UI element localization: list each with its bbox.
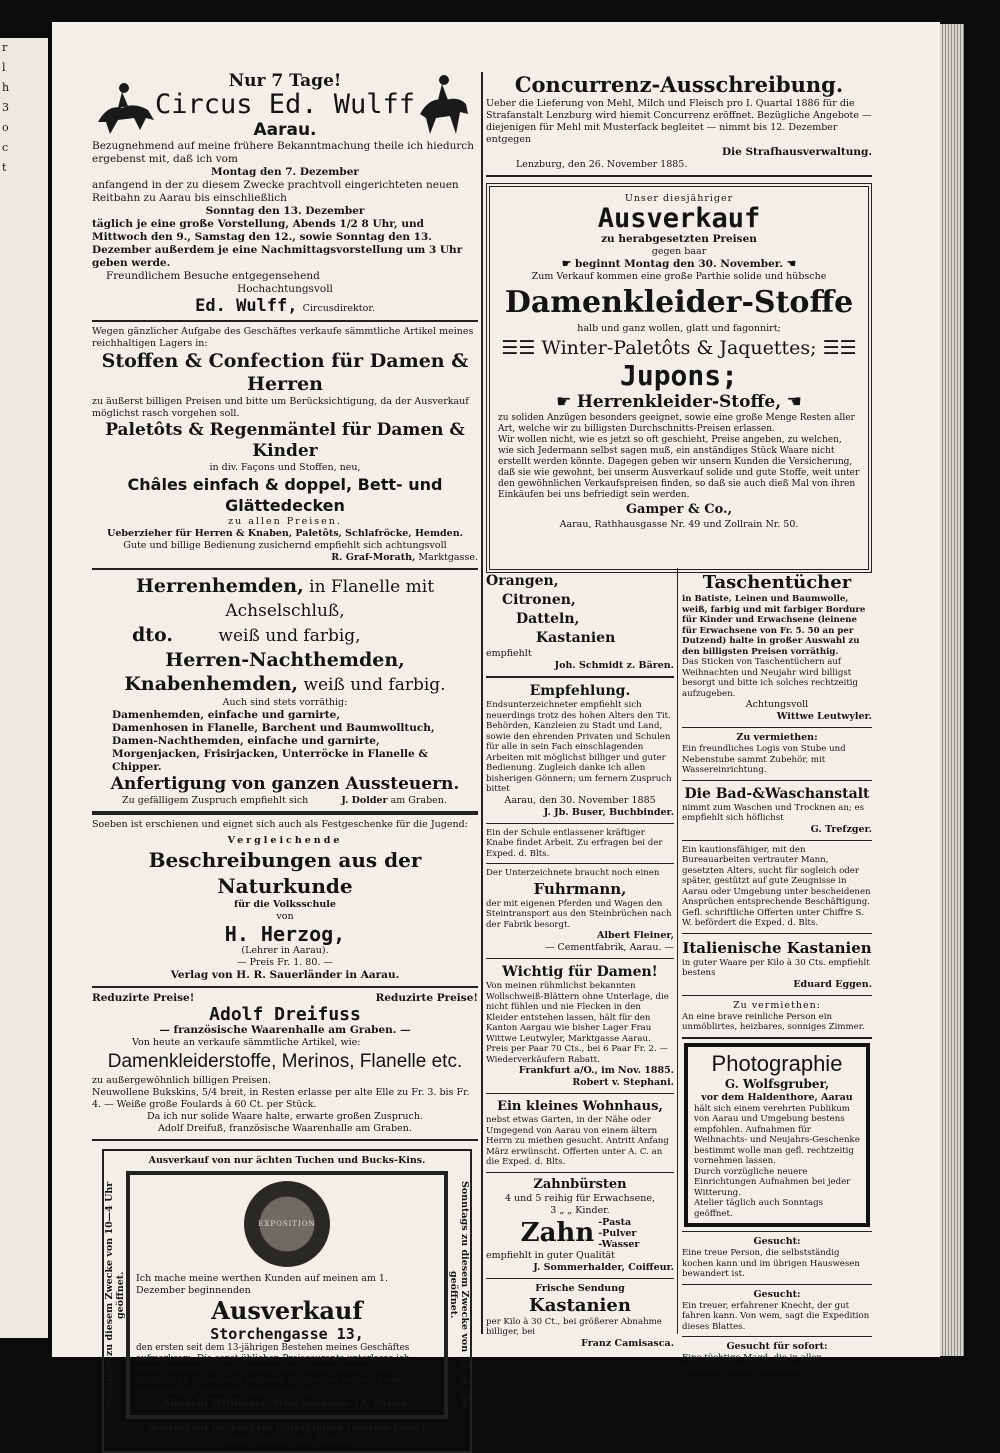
circus-city: Aarau. — [253, 120, 317, 140]
ad-text: nimmt zum Waschen und Trocknen an; es empfiehlt sich höflichst — [682, 802, 865, 823]
ad-text: Achtungsvoll — [745, 699, 809, 710]
gesucht-magd-ad — [682, 1341, 872, 1374]
horse-rider-icon — [94, 74, 160, 140]
trefzger-ad — [682, 785, 872, 836]
graf-morath-ad — [92, 326, 478, 564]
concurrenz-ad — [486, 72, 872, 171]
column-middle-top — [486, 72, 872, 573]
ad-text: Ausverkauf von nur ächten Tuchen und Bucks-Kins. — [148, 1155, 426, 1166]
strip-letter: 3 — [2, 101, 9, 114]
ad-text: Morgenjacken, Frisirjacken, Unterröcke in Flanelle & Chipper. — [112, 748, 428, 773]
ad-text: Der Unterzeichnete braucht noch einen — [486, 868, 660, 878]
signature-name: Albrecht Wittlinger, Storchengasse 13, Zürich. — [162, 1398, 412, 1409]
wittlinger-ad — [102, 1149, 472, 1453]
ad-text: Ein treuer, erfahrener Knecht, der gut fahren kann. Von wem, sagt die Expedition dieses Blattes. — [682, 1300, 870, 1332]
ad-text: Von meinen rühmlichst bekannten Wollschweiß-Blättern ohne Unterlage, die nicht fühlen und nie Flecken in den Kleider entstehen lassen, hält für den Kanton Aargau wie bisher Lager Frau Wittwe Leutwyler, Marktgasse Aarau. Preis per Paar 70 Cts., bei 6 Paar Fr. 2. — Wiederverkäufern Rabatt. — [486, 981, 669, 1065]
signature-name: G. Trefzger. — [810, 823, 872, 835]
column-middle-left — [486, 572, 674, 1350]
ad-heading: Die Bad-&Waschanstalt — [684, 785, 870, 802]
ad-text: Ausverkauf hochächter Unterkleider (System Jäger) — [148, 1423, 426, 1434]
triple-rule: ☰☰ — [501, 337, 536, 359]
camisasca-ad — [486, 1283, 674, 1350]
ad-text: Atelier täglich auch Sonntags geöffnet. — [694, 1198, 824, 1219]
medal-icon — [244, 1181, 330, 1267]
ad-date: Aarau, den 30. November 1885 — [504, 794, 656, 806]
divider — [486, 1278, 674, 1279]
ad-heading: Jupons; — [619, 359, 738, 392]
strip-letter: l — [2, 61, 6, 74]
ad-text: halb und ganz wollen, glatt und fagonnirt; — [577, 323, 781, 334]
column-rule — [677, 568, 678, 1334]
ad-text: nebst etwas Garten, in der Nähe oder Umgegend von Aarau von einem ältern Herrn zu miethen gesucht. Antritt Anfang März erwünscht. Offerten unter A. C. an die Exped. d. Blts. — [486, 1115, 669, 1167]
adjacent-page-strip — [0, 38, 48, 1338]
divider — [682, 1037, 872, 1039]
ad-heading: Châles einfach & doppel, Bett- und Glättedecken — [127, 475, 443, 515]
circus-headline: Nur 7 Tage! — [228, 71, 342, 91]
ad-heading: Orangen, — [486, 573, 559, 589]
pointing-hand-icon: ☚ — [786, 392, 802, 412]
divider — [92, 986, 478, 988]
column-right — [682, 572, 872, 1374]
ad-text: Wegen gänzlicher Aufgabe des Geschäftes verkaufe sämmtliche Artikel meines reichhaltigen Lagers in: — [92, 326, 474, 349]
circus-signature — [92, 296, 478, 316]
ad-heading: Ausverkauf — [211, 1296, 363, 1325]
circus-text: anfangend in der zu diesem Zwecke prachtvoll eingerichteten neuen Reitbahn zu Aarau bis einschließlich — [92, 179, 459, 204]
divider — [682, 780, 872, 781]
column-rule — [481, 72, 483, 1334]
signature-name: Robert v. Stephani. — [572, 1077, 674, 1088]
ad-text: Ueberzieher für Herren & Knaben, Paletôts, Schlafröcke, Hemden. — [107, 528, 463, 539]
ad-text: Durch vorzügliche neuere Einrichtungen Aufnahmen bei jeder Witterung. — [694, 1166, 851, 1198]
signature-name: R. Graf-Morath, — [331, 552, 416, 563]
ad-text: Damen-Nachthemden, einfache und garnirte, — [112, 735, 380, 747]
strip-letter: o — [2, 121, 9, 134]
side-text: Sonntags zu diesem Zwecke von 10—4 Uhr geöffnet. — [104, 1181, 126, 1409]
author-name: H. Herzog, — [224, 922, 346, 946]
signature-name: Franz Camisasca. — [581, 1337, 674, 1349]
ad-heading: Zahnbürsten — [533, 1176, 627, 1192]
divider — [682, 1231, 872, 1232]
ad-heading: Empfehlung. — [529, 683, 631, 699]
wohnhaus-ad — [486, 1098, 674, 1168]
ad-text: Eine tüchtige Magd, die in allen Hausgeschäften bewandert ist. — [682, 1353, 822, 1374]
ad-text: weiß und farbig. — [303, 675, 446, 695]
ad-heading: dto. — [132, 624, 174, 646]
divider — [682, 727, 872, 728]
divider — [486, 863, 674, 864]
ad-text: Zu gefälligem Zuspruch empfiehlt sich — [122, 795, 309, 806]
ad-text: der mit eigenen Pferden und Wagen den Steintransport aus den Steinbrüchen nach der Fabrik besorgt. — [486, 898, 672, 930]
ad-text: Endsunterzeichneter empfiehlt sich neuerdings trotz des hohen Alters den Tit. Behörden, Kanzleien zu Stadt und Land, sowie den ehrenden Privaten und Schulen für alle in sein Fach einschlagenden Arbeiten mit möglichst billiger und guter Bedienung. Zugleich danke ich allen bisherigen Gönnern; um fernern Zuspruch bittet — [486, 700, 672, 794]
signature-place: Frankfurt a/O., im Nov. 1885. — [518, 1065, 674, 1076]
ad-text: zu herabgesetzten Preisen — [601, 233, 757, 245]
triple-rule: ☰☰ — [822, 337, 857, 359]
divider — [486, 676, 674, 678]
ad-text: — französische Waarenhalle am Graben. — — [159, 1024, 411, 1036]
ad-text: Neuwollene Bukskins, 5/4 breit, in Resten erlasse per alte Elle zu Fr. 3. bis Fr. 4. — Weiße große Foulards à 60 Ct. per Stück. — [92, 1087, 470, 1110]
ad-text: zu allen Preisen. — [228, 516, 342, 527]
ad-text: Ich mache meine werthen Kunden auf meinen am 1. Dezember beginnenden — [136, 1273, 388, 1296]
ad-heading: Kastanien — [536, 630, 616, 646]
divider — [682, 1336, 872, 1337]
divider — [92, 568, 478, 570]
ad-text: 4 und 5 reihig für Erwachsene, — [504, 1192, 656, 1204]
signature-name: Eduard Eggen. — [793, 978, 872, 990]
ad-text: Gute und billige Bedienung zusichernd empfiehlt sich achtungsvoll — [123, 540, 447, 551]
ad-text: per Kilo à 30 Ct., bei größerer Abnahme billiger, bei — [486, 1316, 662, 1337]
signature-place: Aarau, Rathhausgasse Nr. 49 und Zollrain Nr. 50. — [559, 519, 799, 530]
ad-text: Wir wollen nicht, wie es jetzt so oft geschieht, Preise angeben, zu welchen, wie sich Jedermann selbst sagen muß, ein anständiges Stück Waare nicht erstellt werden könnte. Dagegen geben wir unsern Kunden die Versicherung, daß sie wie gewohnt, bei unserm Ausverkauf solide und gute Stoffe, weit unter den gewöhnlichen Verkaufspreisen finden, so daß sie auch dieß Mal von ihren Einkäufen bei uns befriedigt sein werden. — [498, 435, 860, 500]
ad-heading: Anfertigung von ganzen Aussteuern. — [110, 774, 460, 794]
signature-name: Joh. Schmidt z. Bären. — [554, 660, 674, 671]
ad-text: Unser diesjähriger — [624, 193, 734, 204]
ad-text: für die Volksschule — [234, 899, 336, 910]
ad-heading: Herrenhemden, — [135, 575, 304, 597]
ad-heading: Italienische Kastanien — [682, 938, 872, 957]
divider — [486, 823, 674, 824]
column-left — [92, 72, 478, 1453]
signature-place: Marktgasse. — [418, 552, 478, 563]
signature-name: J. Jb. Buser, Buchbinder. — [543, 806, 674, 818]
ad-heading: Storchengasse 13, — [210, 1325, 364, 1343]
ad-heading: Herrenkleider-Stoffe, — [576, 392, 782, 412]
ad-text: weiß und farbig, — [218, 626, 361, 646]
gesucht-knecht-ad — [682, 1289, 872, 1333]
ad-text: Auch sind stets vorräthig: — [222, 697, 348, 708]
signature-name: Wittwe Leutwyler. — [776, 711, 872, 722]
ad-text: in guter Waare per Kilo à 30 Cts. empfiehlt bestens — [682, 957, 870, 978]
circus-text: Hochachtungsvoll — [237, 283, 333, 295]
logis-ad — [682, 732, 872, 776]
pointing-hand-icon: ☛ — [556, 392, 572, 412]
circus-date: Sonntag den 13. Dezember — [205, 205, 365, 217]
ad-heading: Beschreibungen aus der Naturkunde — [148, 848, 422, 898]
ad-heading: Herren-Nachthemden, — [165, 649, 405, 671]
divider — [92, 1139, 478, 1141]
signature-place: vor dem Haldenthore, Aarau — [701, 1091, 853, 1103]
ad-heading: Datteln, — [516, 611, 580, 627]
strip-letter: c — [2, 141, 9, 154]
wichtig-ad — [486, 963, 674, 1089]
signature-name: J. Dolder — [341, 795, 388, 806]
ad-text: (Lehrer in Aarau). — [241, 945, 329, 956]
circus-text: Freundlichem Besuche entgegensehend — [106, 270, 320, 282]
ad-heading: Concurrenz-Ausschreibung. — [514, 72, 844, 97]
ad-heading: Wichtig für Damen! — [502, 964, 658, 980]
gamper-ad — [486, 183, 872, 573]
ad-heading: Gesucht: — [753, 1288, 801, 1300]
ad-heading: Adolf Dreifuss — [209, 1004, 361, 1025]
ad-heading: Damenkleiderstoffe, Merinos, Flanelle etc. — [107, 1051, 463, 1072]
signature-role: — Cementfabrik, Aarau. — — [544, 942, 674, 953]
divider — [682, 933, 872, 934]
leutwyler-ad — [682, 572, 872, 723]
divider — [486, 1093, 674, 1094]
ad-text: Ueber die Lieferung von Mehl, Milch und Fleisch pro I. Quartal 1886 für die Strafanstalt Lenzburg wird hiemit Concurrenz eröffnet. Bezügliche Angebote — diejenigen für Mehl mit Musterſack begleitet — nimmt bis 12. Dezember entgegen — [486, 98, 872, 145]
ad-text: hält sich einem verehrten Publikum von Aarau und Umgebung bestens empfohlen. Aufnahmen für Weihnachts- und Neujahrs-Geschenke bestimmt wolle man gefl. rechtzeitig vornehmen lassen. — [694, 1103, 860, 1166]
divider — [682, 995, 872, 996]
ad-heading: Zu vermiethen: — [736, 732, 818, 743]
ad-heading: Damenkleider-Stoffe — [504, 285, 854, 320]
ad-heading: Knabenhemden, — [124, 673, 299, 695]
ad-text: in Batiste, Leinen und Baumwolle, weiß, farbig und mit farbiger Bordure für Kinder und Erwachsene (leinene für Erwachsene von Fr. 5. 50 an per Dutzend) halte in großer Auswahl zu den billigsten Preisen vorräthig. — [682, 594, 866, 657]
divider — [486, 958, 674, 959]
ad-heading: Kastanien — [529, 1294, 631, 1316]
ad-text: den ersten seit dem 13-jährigen Bestehen meines Geschäftes aufmerksam. Die sonst üblichen Preiscourants unterlasse ich, theile indessen mit, daß sämmtliche Herren-Jaquets, Saccos, Schlafröcke ꝛc. aus rein wollenen Stoffen von meinen hiesigen zuverlässigen Arbeitern angefertigt sind. — [136, 1343, 415, 1397]
eggen-ad — [682, 938, 872, 991]
signature-name: Ed. Wulff, — [195, 296, 298, 316]
ad-heading: Ausverkauf — [597, 203, 761, 234]
ad-text: Eine treue Person, die selbstständig kochen kann und im übrigen Hauswesen bewandert ist. — [682, 1248, 860, 1279]
ad-text: zu soliden Anzügen besonders geeignet, sowie eine große Menge Resten aller Art, welche wir zu billigsten Durchschnitts-Preisen erlassen. — [498, 413, 855, 434]
ad-text: Adolf Dreifuß, französische Waarenhalle am Graben. — [158, 1123, 412, 1134]
divider — [92, 811, 478, 815]
divider — [682, 840, 872, 841]
page-edge — [940, 24, 964, 1356]
wolfsgruber-ad — [684, 1043, 870, 1228]
ad-date: Lenzburg, den 26. November 1885. — [516, 159, 688, 170]
ad-text: Ein freundliches Logis von Stube und Nebenstube sammt Zubehör, mit Wassereinrichtung. — [682, 744, 846, 775]
pointing-hand-icon: ☚ — [786, 258, 797, 270]
ad-text: empfiehlt — [486, 648, 532, 659]
signature-name: Gamper & Co., — [625, 502, 733, 517]
ad-heading: Ein kleines Wohnhaus, — [497, 1099, 663, 1114]
ad-heading: Zu vermiethen: — [733, 999, 821, 1011]
sommerhalder-ad — [486, 1177, 674, 1274]
divider — [486, 1172, 674, 1173]
medal-inscription: EXPOSITION — [258, 1220, 316, 1228]
ad-text: Zum Verkauf kommen eine große Parthie solide und hübsche — [531, 271, 827, 282]
gesucht-person-ad — [682, 1236, 872, 1280]
ad-text: Damenhosen in Flanelle, Barchent und Baumwolltuch, — [112, 722, 435, 734]
signature-role: Circusdirektor. — [302, 303, 375, 314]
ad-text: empfiehlt in guter Qualität — [486, 1249, 615, 1261]
ad-text: in Flanelle mit Achselschluß, — [225, 577, 435, 621]
ad-heading: Paletôts & Regenmäntel für Damen & Kinder — [105, 420, 465, 461]
strip-letter: r — [2, 41, 8, 54]
price: — Preis Fr. 1. 80. — — [237, 957, 333, 968]
ad-tag: Reduzirte Preise! — [375, 992, 478, 1004]
signature-name: Albert Fleiner, — [597, 930, 674, 941]
ad-heading: Gesucht für sofort: — [726, 1341, 828, 1352]
ad-text: von — [276, 911, 294, 922]
ad-text: Soeben ist erschienen und eignet sich auch als Festgeschenke für die Jugend: — [92, 819, 468, 830]
circus-text: täglich je eine große Vorstellung, Abends 1/2 8 Uhr, und Mittwoch den 9., Samstag den 12., sowie Sonntag den 13. Dezember außerdem je eine Nachmittagsvorstellung um 3 Uhr geben werde. — [92, 218, 463, 269]
divider — [486, 175, 872, 177]
ad-text: Das Sticken von Taschentüchern auf Weihnachten und Neujahr wird billigst besorgt und bitte ich solches rechtzeitig aufzugeben. — [682, 657, 859, 699]
ad-heading: Gesucht: — [753, 1236, 801, 1247]
fuhrmann-ad — [486, 868, 674, 954]
buser-ad — [486, 682, 674, 819]
ad-heading: Citronen, — [502, 592, 576, 608]
circus-ad — [92, 72, 478, 316]
ad-text: in div. Façons und Stoffen, neu, — [209, 462, 361, 473]
circus-text: Bezugnehmend auf meine frühere Bekanntmachung theile ich hiedurch ergebenst mit, daß ich vom — [92, 140, 475, 165]
ad-text: Vergleichende — [227, 835, 343, 846]
circus-date: Montag den 7. Dezember — [211, 166, 359, 178]
signature-name: J. Sommerhalder, Coiffeur. — [533, 1261, 674, 1273]
ad-text: Von heute an verkaufe sämmtliche Artikel, wie: — [132, 1037, 361, 1048]
ad-heading: Taschentücher — [702, 572, 852, 593]
side-text: Sonntags zu diesem Zwecke von 10—4 Uhr geöffnet. — [448, 1181, 470, 1409]
pointing-hand-icon: ☛ — [561, 258, 572, 270]
ad-text: An eine brave reinliche Person ein unmöblirtes, heizbares, sonniges Zimmer. — [682, 1011, 865, 1032]
ad-tag: Reduzirte Preise! — [92, 992, 195, 1004]
divider — [682, 1284, 872, 1285]
zimmer-ad — [682, 1000, 872, 1033]
product-item: -Pasta — [598, 1216, 632, 1228]
product-item: -Wasser — [598, 1238, 640, 1250]
knabe-ad: Ein der Schule entlassener kräftiger Knabe findet Arbeit. Zu erfragen bei der Exped. d. Blts. — [486, 827, 663, 859]
schmidt-ad — [486, 572, 674, 672]
ad-text: 3 „ „ Kinder. — [550, 1204, 610, 1216]
dolder-ad — [92, 574, 478, 807]
ad-text: zu äußerst billigen Preisen und bitte um Berücksichtigung, da der Ausverkauf möglichst rasch vorgehen soll. — [92, 396, 469, 419]
strip-letter: t — [2, 161, 7, 174]
signature-place: am Graben. — [390, 795, 447, 806]
herzog-ad — [92, 819, 478, 982]
dreifuss-ad — [92, 992, 478, 1135]
ad-text: gegen baar — [651, 246, 707, 257]
ad-text: wegen Aufgabe des Artikels. — [218, 1435, 356, 1446]
ad-text: Frische Sendung — [535, 1282, 625, 1294]
signature-name: Die Strafhausverwaltung. — [722, 146, 872, 158]
product-item: -Pulver — [598, 1227, 637, 1239]
ad-heading: Stoffen & Confection für Damen & Herren — [101, 350, 469, 395]
strip-letter: h — [2, 81, 10, 94]
divider — [92, 320, 478, 322]
kaution-ad: Ein kautionsfähiger, mit den Bureauarbeiten vertrauter Mann, gesetzten Alters, sucht für sogleich oder später, gestützt auf gute Zeugnisse in Aarau oder Umgebung unter bescheidenen Ansprüchen entsprechende Beschäftigung. Gefl. schriftliche Offerten unter Chiffre S. W. befördert die Exped. d. Blts. — [682, 844, 871, 928]
ad-heading: Winter-Paletôts & Jaquettes; — [541, 337, 817, 359]
circus-name: Circus Ed. Wulff — [154, 89, 416, 120]
ad-heading: Photographie — [711, 1050, 843, 1076]
signature-name: G. Wolfsgruber, — [724, 1076, 830, 1091]
horse-rider-icon — [410, 74, 476, 140]
ad-heading: Zahn — [520, 1218, 595, 1248]
publisher: Verlag von H. R. Sauerländer in Aarau. — [170, 969, 400, 981]
ad-text: Da ich nur solide Waare halte, erwarte großen Zuspruch. — [147, 1111, 423, 1122]
ad-text: beginnt Montag den 30. November. — [574, 258, 783, 270]
ad-text: Damenhemden, einfache und garnirte, — [112, 709, 340, 721]
ad-text: zu außergewöhnlich billigen Preisen. — [92, 1075, 272, 1086]
ad-heading: Fuhrmann, — [533, 879, 627, 898]
